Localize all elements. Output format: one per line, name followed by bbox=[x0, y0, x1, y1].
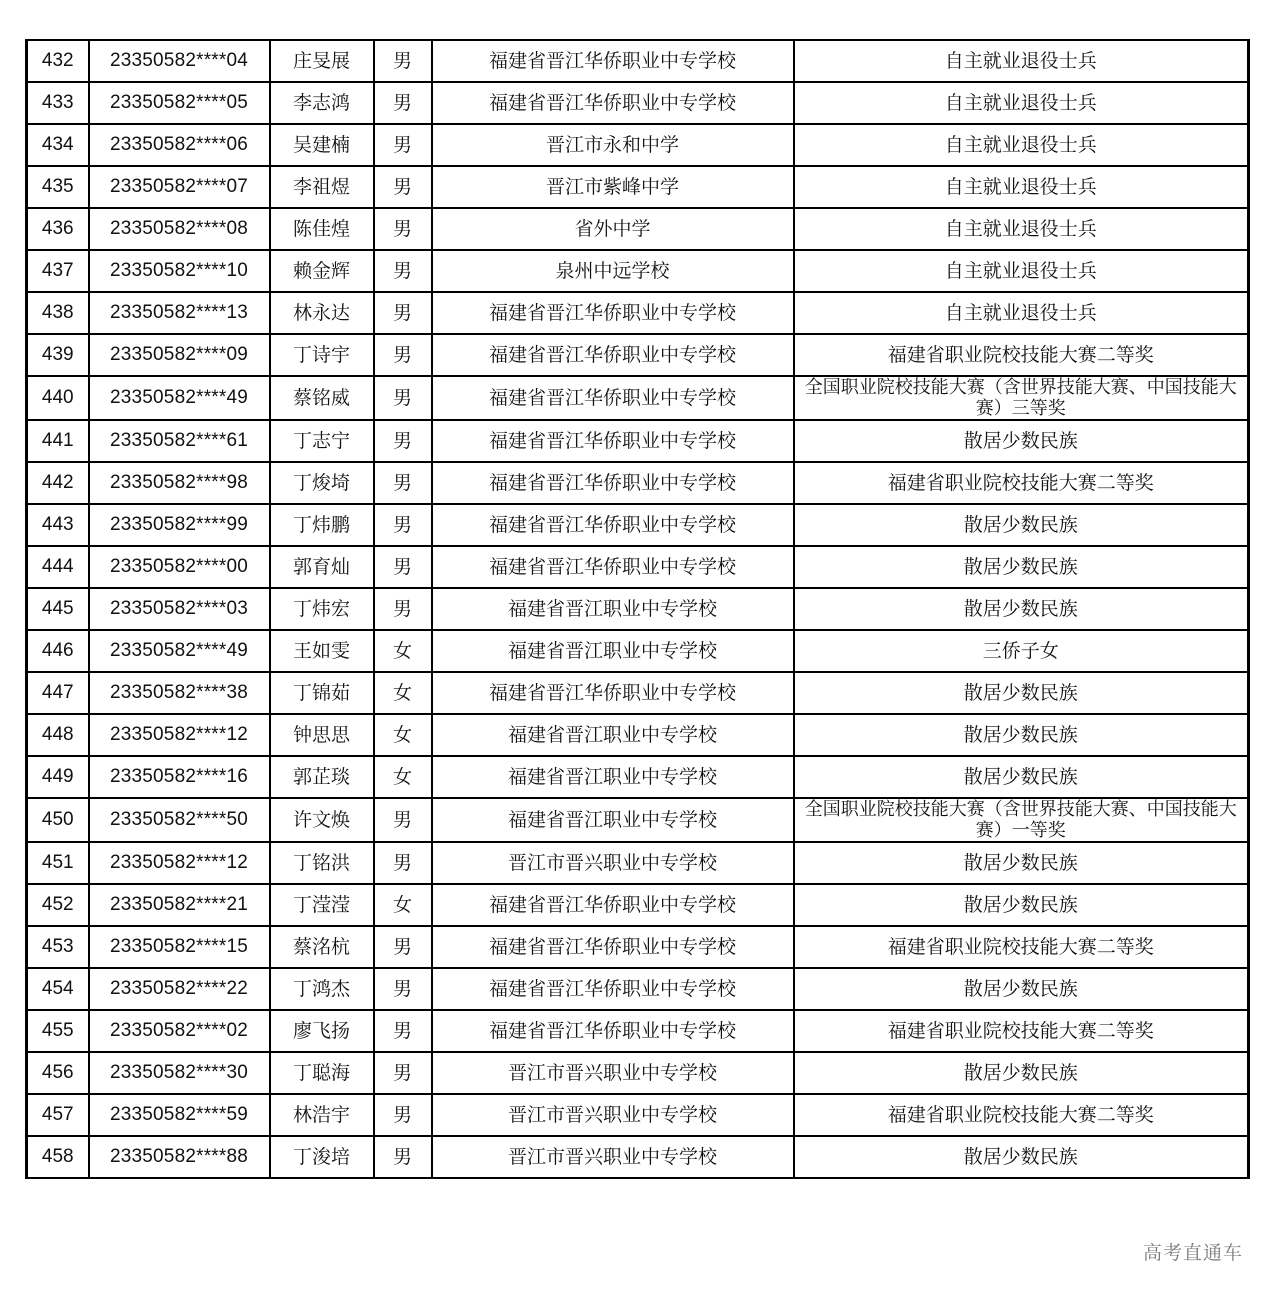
row-number-cell: 455 bbox=[27, 1010, 89, 1052]
exam-id-cell: 23350582****12 bbox=[89, 714, 270, 756]
school-cell: 福建省晋江华侨职业中专学校 bbox=[432, 968, 794, 1010]
exam-id-cell: 23350582****05 bbox=[89, 82, 270, 124]
gender-cell: 男 bbox=[374, 968, 432, 1010]
table-row bbox=[27, 208, 1249, 250]
candidate-name-cell: 林浩宇 bbox=[270, 1094, 374, 1136]
watermark-text: 高考直通车 bbox=[1143, 1242, 1244, 1264]
school-cell: 晋江市晋兴职业中专学校 bbox=[432, 1052, 794, 1094]
table-row bbox=[27, 250, 1249, 292]
gender-cell: 男 bbox=[374, 588, 432, 630]
table-row bbox=[27, 292, 1249, 334]
gender-cell: 男 bbox=[374, 798, 432, 842]
table-row bbox=[27, 672, 1249, 714]
exam-id-cell: 23350582****49 bbox=[89, 630, 270, 672]
row-number-cell: 443 bbox=[27, 504, 89, 546]
row-number-cell: 446 bbox=[27, 630, 89, 672]
row-number-cell: 438 bbox=[27, 292, 89, 334]
exam-id-cell: 23350582****38 bbox=[89, 672, 270, 714]
exam-id-cell: 23350582****03 bbox=[89, 588, 270, 630]
gender-cell: 男 bbox=[374, 1094, 432, 1136]
remark-cell: 自主就业退役士兵 bbox=[794, 124, 1249, 166]
school-cell: 福建省晋江华侨职业中专学校 bbox=[432, 504, 794, 546]
remark-cell: 散居少数民族 bbox=[794, 756, 1249, 798]
exam-id-cell: 23350582****08 bbox=[89, 208, 270, 250]
remark-cell: 自主就业退役士兵 bbox=[794, 208, 1249, 250]
candidate-table bbox=[25, 39, 1250, 1179]
candidate-table-container bbox=[25, 39, 1247, 1179]
gender-cell: 男 bbox=[374, 546, 432, 588]
row-number-cell: 451 bbox=[27, 842, 89, 884]
exam-id-cell: 23350582****02 bbox=[89, 1010, 270, 1052]
exam-id-cell: 23350582****98 bbox=[89, 462, 270, 504]
row-number-cell: 447 bbox=[27, 672, 89, 714]
remark-cell: 散居少数民族 bbox=[794, 1052, 1249, 1094]
school-cell: 省外中学 bbox=[432, 208, 794, 250]
gender-cell: 男 bbox=[374, 420, 432, 462]
gender-cell: 男 bbox=[374, 40, 432, 82]
gender-cell: 男 bbox=[374, 1136, 432, 1178]
row-number-cell: 440 bbox=[27, 376, 89, 420]
table-row bbox=[27, 82, 1249, 124]
remark-cell: 自主就业退役士兵 bbox=[794, 292, 1249, 334]
school-cell: 晋江市晋兴职业中专学校 bbox=[432, 842, 794, 884]
candidate-name-cell: 蔡铭威 bbox=[270, 376, 374, 420]
school-cell: 福建省晋江华侨职业中专学校 bbox=[432, 292, 794, 334]
table-row bbox=[27, 714, 1249, 756]
exam-id-cell: 23350582****09 bbox=[89, 334, 270, 376]
candidate-name-cell: 丁炜宏 bbox=[270, 588, 374, 630]
candidate-name-cell: 庄旻展 bbox=[270, 40, 374, 82]
gender-cell: 女 bbox=[374, 672, 432, 714]
gender-cell: 男 bbox=[374, 82, 432, 124]
candidate-name-cell: 李祖煜 bbox=[270, 166, 374, 208]
remark-cell: 全国职业院校技能大赛（含世界技能大赛、中国技能大赛）三等奖 bbox=[794, 376, 1249, 420]
remark-cell: 福建省职业院校技能大赛二等奖 bbox=[794, 462, 1249, 504]
table-row bbox=[27, 756, 1249, 798]
remark-cell: 福建省职业院校技能大赛二等奖 bbox=[794, 926, 1249, 968]
table-row bbox=[27, 334, 1249, 376]
remark-cell: 散居少数民族 bbox=[794, 672, 1249, 714]
remark-cell: 福建省职业院校技能大赛二等奖 bbox=[794, 1010, 1249, 1052]
candidate-name-cell: 吴建楠 bbox=[270, 124, 374, 166]
candidate-name-cell: 王如雯 bbox=[270, 630, 374, 672]
table-row bbox=[27, 462, 1249, 504]
candidate-name-cell: 陈佳煌 bbox=[270, 208, 374, 250]
row-number-cell: 445 bbox=[27, 588, 89, 630]
candidate-table-body bbox=[27, 40, 1249, 1178]
remark-cell: 自主就业退役士兵 bbox=[794, 166, 1249, 208]
gender-cell: 男 bbox=[374, 124, 432, 166]
school-cell: 福建省晋江职业中专学校 bbox=[432, 588, 794, 630]
school-cell: 福建省晋江华侨职业中专学校 bbox=[432, 334, 794, 376]
exam-id-cell: 23350582****61 bbox=[89, 420, 270, 462]
table-row bbox=[27, 40, 1249, 82]
exam-id-cell: 23350582****16 bbox=[89, 756, 270, 798]
gender-cell: 男 bbox=[374, 166, 432, 208]
candidate-name-cell: 蔡洺杭 bbox=[270, 926, 374, 968]
row-number-cell: 437 bbox=[27, 250, 89, 292]
row-number-cell: 453 bbox=[27, 926, 89, 968]
school-cell: 福建省晋江华侨职业中专学校 bbox=[432, 926, 794, 968]
exam-id-cell: 23350582****49 bbox=[89, 376, 270, 420]
exam-id-cell: 23350582****21 bbox=[89, 884, 270, 926]
exam-id-cell: 23350582****50 bbox=[89, 798, 270, 842]
gender-cell: 男 bbox=[374, 250, 432, 292]
candidate-name-cell: 丁诗宇 bbox=[270, 334, 374, 376]
remark-cell: 福建省职业院校技能大赛二等奖 bbox=[794, 1094, 1249, 1136]
gender-cell: 男 bbox=[374, 1010, 432, 1052]
exam-id-cell: 23350582****99 bbox=[89, 504, 270, 546]
remark-cell: 散居少数民族 bbox=[794, 1136, 1249, 1178]
school-cell: 福建省晋江华侨职业中专学校 bbox=[432, 420, 794, 462]
table-row bbox=[27, 166, 1249, 208]
row-number-cell: 457 bbox=[27, 1094, 89, 1136]
school-cell: 福建省晋江华侨职业中专学校 bbox=[432, 672, 794, 714]
candidate-name-cell: 丁焌埼 bbox=[270, 462, 374, 504]
exam-id-cell: 23350582****30 bbox=[89, 1052, 270, 1094]
row-number-cell: 448 bbox=[27, 714, 89, 756]
table-row bbox=[27, 124, 1249, 166]
candidate-name-cell: 丁鸿杰 bbox=[270, 968, 374, 1010]
row-number-cell: 444 bbox=[27, 546, 89, 588]
school-cell: 福建省晋江职业中专学校 bbox=[432, 798, 794, 842]
remark-cell: 自主就业退役士兵 bbox=[794, 40, 1249, 82]
gender-cell: 男 bbox=[374, 208, 432, 250]
row-number-cell: 456 bbox=[27, 1052, 89, 1094]
row-number-cell: 435 bbox=[27, 166, 89, 208]
school-cell: 晋江市晋兴职业中专学校 bbox=[432, 1094, 794, 1136]
gender-cell: 男 bbox=[374, 1052, 432, 1094]
row-number-cell: 458 bbox=[27, 1136, 89, 1178]
gender-cell: 女 bbox=[374, 884, 432, 926]
candidate-name-cell: 丁铭洪 bbox=[270, 842, 374, 884]
remark-cell: 散居少数民族 bbox=[794, 968, 1249, 1010]
table-row bbox=[27, 1052, 1249, 1094]
school-cell: 晋江市晋兴职业中专学校 bbox=[432, 1136, 794, 1178]
remark-cell: 散居少数民族 bbox=[794, 842, 1249, 884]
candidate-name-cell: 廖飞扬 bbox=[270, 1010, 374, 1052]
school-cell: 福建省晋江华侨职业中专学校 bbox=[432, 376, 794, 420]
exam-id-cell: 23350582****22 bbox=[89, 968, 270, 1010]
school-cell: 福建省晋江职业中专学校 bbox=[432, 630, 794, 672]
candidate-name-cell: 郭芷琰 bbox=[270, 756, 374, 798]
gender-cell: 男 bbox=[374, 292, 432, 334]
gender-cell: 男 bbox=[374, 334, 432, 376]
remark-cell: 福建省职业院校技能大赛二等奖 bbox=[794, 334, 1249, 376]
school-cell: 晋江市紫峰中学 bbox=[432, 166, 794, 208]
exam-id-cell: 23350582****12 bbox=[89, 842, 270, 884]
gender-cell: 女 bbox=[374, 630, 432, 672]
row-number-cell: 454 bbox=[27, 968, 89, 1010]
table-row bbox=[27, 1136, 1249, 1178]
row-number-cell: 441 bbox=[27, 420, 89, 462]
gender-cell: 男 bbox=[374, 926, 432, 968]
remark-cell: 自主就业退役士兵 bbox=[794, 82, 1249, 124]
table-row bbox=[27, 376, 1249, 420]
remark-cell: 三侨子女 bbox=[794, 630, 1249, 672]
row-number-cell: 433 bbox=[27, 82, 89, 124]
remark-cell: 散居少数民族 bbox=[794, 714, 1249, 756]
table-row bbox=[27, 884, 1249, 926]
table-row bbox=[27, 546, 1249, 588]
table-row bbox=[27, 588, 1249, 630]
row-number-cell: 439 bbox=[27, 334, 89, 376]
gender-cell: 男 bbox=[374, 504, 432, 546]
school-cell: 晋江市永和中学 bbox=[432, 124, 794, 166]
exam-id-cell: 23350582****88 bbox=[89, 1136, 270, 1178]
candidate-name-cell: 李志鸿 bbox=[270, 82, 374, 124]
row-number-cell: 432 bbox=[27, 40, 89, 82]
candidate-name-cell: 丁锦茹 bbox=[270, 672, 374, 714]
remark-cell: 散居少数民族 bbox=[794, 588, 1249, 630]
school-cell: 福建省晋江华侨职业中专学校 bbox=[432, 1010, 794, 1052]
table-row bbox=[27, 504, 1249, 546]
exam-id-cell: 23350582****15 bbox=[89, 926, 270, 968]
candidate-name-cell: 林永达 bbox=[270, 292, 374, 334]
exam-id-cell: 23350582****13 bbox=[89, 292, 270, 334]
exam-id-cell: 23350582****07 bbox=[89, 166, 270, 208]
remark-cell: 全国职业院校技能大赛（含世界技能大赛、中国技能大赛）一等奖 bbox=[794, 798, 1249, 842]
candidate-name-cell: 郭育灿 bbox=[270, 546, 374, 588]
gender-cell: 男 bbox=[374, 376, 432, 420]
table-row bbox=[27, 842, 1249, 884]
candidate-name-cell: 丁炜鹏 bbox=[270, 504, 374, 546]
school-cell: 福建省晋江职业中专学校 bbox=[432, 714, 794, 756]
school-cell: 福建省晋江职业中专学校 bbox=[432, 756, 794, 798]
row-number-cell: 436 bbox=[27, 208, 89, 250]
exam-id-cell: 23350582****06 bbox=[89, 124, 270, 166]
row-number-cell: 442 bbox=[27, 462, 89, 504]
candidate-name-cell: 丁聪海 bbox=[270, 1052, 374, 1094]
table-row bbox=[27, 1010, 1249, 1052]
candidate-name-cell: 钟思思 bbox=[270, 714, 374, 756]
school-cell: 福建省晋江华侨职业中专学校 bbox=[432, 884, 794, 926]
school-cell: 福建省晋江华侨职业中专学校 bbox=[432, 82, 794, 124]
candidate-name-cell: 丁滢滢 bbox=[270, 884, 374, 926]
exam-id-cell: 23350582****00 bbox=[89, 546, 270, 588]
school-cell: 泉州中远学校 bbox=[432, 250, 794, 292]
candidate-name-cell: 赖金辉 bbox=[270, 250, 374, 292]
exam-id-cell: 23350582****04 bbox=[89, 40, 270, 82]
remark-cell: 散居少数民族 bbox=[794, 504, 1249, 546]
table-row bbox=[27, 968, 1249, 1010]
candidate-name-cell: 丁志宁 bbox=[270, 420, 374, 462]
remark-cell: 散居少数民族 bbox=[794, 546, 1249, 588]
exam-id-cell: 23350582****59 bbox=[89, 1094, 270, 1136]
row-number-cell: 434 bbox=[27, 124, 89, 166]
exam-id-cell: 23350582****10 bbox=[89, 250, 270, 292]
remark-cell: 散居少数民族 bbox=[794, 420, 1249, 462]
row-number-cell: 450 bbox=[27, 798, 89, 842]
table-row bbox=[27, 1094, 1249, 1136]
gender-cell: 女 bbox=[374, 714, 432, 756]
row-number-cell: 449 bbox=[27, 756, 89, 798]
row-number-cell: 452 bbox=[27, 884, 89, 926]
remark-cell: 自主就业退役士兵 bbox=[794, 250, 1249, 292]
remark-cell: 散居少数民族 bbox=[794, 884, 1249, 926]
gender-cell: 男 bbox=[374, 462, 432, 504]
gender-cell: 男 bbox=[374, 842, 432, 884]
table-row bbox=[27, 798, 1249, 842]
candidate-name-cell: 许文焕 bbox=[270, 798, 374, 842]
school-cell: 福建省晋江华侨职业中专学校 bbox=[432, 462, 794, 504]
table-row bbox=[27, 630, 1249, 672]
school-cell: 福建省晋江华侨职业中专学校 bbox=[432, 40, 794, 82]
table-row bbox=[27, 926, 1249, 968]
school-cell: 福建省晋江华侨职业中专学校 bbox=[432, 546, 794, 588]
gender-cell: 女 bbox=[374, 756, 432, 798]
candidate-name-cell: 丁浚培 bbox=[270, 1136, 374, 1178]
table-row bbox=[27, 420, 1249, 462]
